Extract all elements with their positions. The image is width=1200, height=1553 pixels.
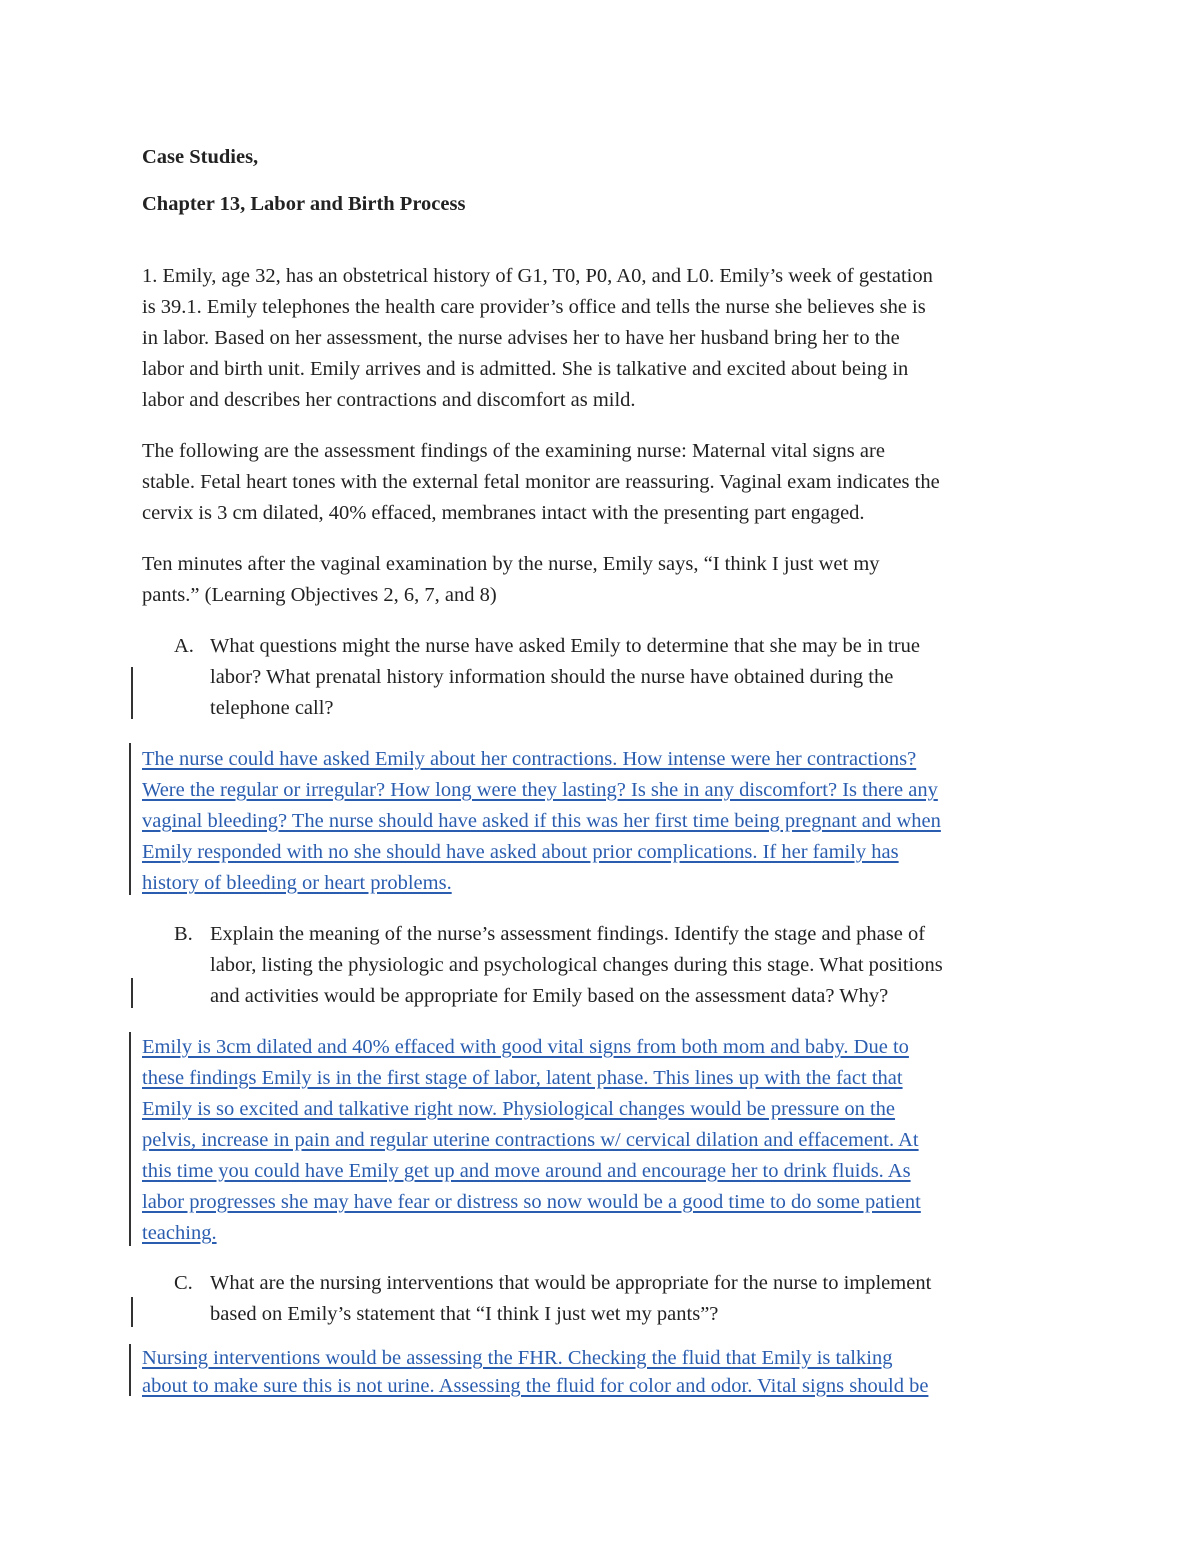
answer-line: history of bleeding or heart problems.	[142, 872, 452, 894]
chapter-heading: Chapter 13, Labor and Birth Process	[142, 193, 466, 215]
revision-bar	[129, 1344, 131, 1396]
text-line: labor and describes her contractions and discomfort as mild.	[142, 389, 636, 411]
answer-line: teaching.	[142, 1222, 217, 1244]
patient-statement-paragraph	[142, 549, 1072, 611]
answer-line: Emily is so excited and talkative right now. Physiological changes would be pressure on the	[142, 1098, 896, 1120]
case-intro-paragraph	[142, 261, 1072, 416]
revision-bar	[129, 1032, 131, 1246]
text-line: cervix is 3 cm dilated, 40% effaced, membranes intact with the presenting part engaged.	[142, 502, 865, 524]
answer-line: pelvis, increase in pain and regular uterine contractions w/ cervical dilation and effacement. At	[142, 1129, 919, 1151]
text-line: is 39.1. Emily telephones the health care provider’s office and tells the nurse she believes she is	[142, 296, 926, 318]
revision-bar	[129, 743, 131, 895]
answer-a	[142, 744, 1072, 899]
question-c-letter: C.	[174, 1272, 193, 1294]
text-line: in labor. Based on her assessment, the nurse advises her to have her husband bring her to the	[142, 327, 900, 349]
text-line: The following are the assessment findings of the examining nurse: Maternal vital signs are	[142, 440, 885, 462]
question-b-text	[210, 919, 1070, 1012]
answer-line: about to make sure this is not urine. Assessing the fluid for color and odor. Vital signs should be	[142, 1375, 929, 1397]
text-line: stable. Fetal heart tones with the external fetal monitor are reassuring. Vaginal exam indicates the	[142, 471, 940, 493]
text-line: What questions might the nurse have asked Emily to determine that she may be in true	[210, 635, 920, 657]
text-line: telephone call?	[210, 697, 334, 719]
text-line: based on Emily’s statement that “I think I just wet my pants”?	[210, 1303, 719, 1325]
answer-line: vaginal bleeding? The nurse should have asked if this was her first time being pregnant and when	[142, 810, 941, 832]
text-line: Explain the meaning of the nurse’s assessment findings. Identify the stage and phase of	[210, 923, 926, 945]
question-a-text	[210, 631, 1070, 724]
revision-bar	[131, 978, 133, 1008]
answer-line: these findings Emily is in the first stage of labor, latent phase. This lines up with the fact that	[142, 1067, 903, 1089]
answer-line: Nursing interventions would be assessing the FHR. Checking the fluid that Emily is talking	[142, 1347, 893, 1369]
document-title: Case Studies,	[142, 146, 259, 168]
text-line: Ten minutes after the vaginal examination by the nurse, Emily says, “I think I just wet my	[142, 553, 880, 575]
text-line: labor and birth unit. Emily arrives and is admitted. She is talkative and excited about being in	[142, 358, 909, 380]
answer-line: labor progresses she may have fear or distress so now would be a good time to do some patient	[142, 1191, 921, 1213]
answer-line: this time you could have Emily get up and move around and encourage her to drink fluids. As	[142, 1160, 911, 1182]
answer-b	[142, 1032, 1072, 1249]
text-line: labor, listing the physiologic and psychological changes during this stage. What positions	[210, 954, 943, 976]
answer-line: Emily responded with no she should have asked about prior complications. If her family has	[142, 841, 899, 863]
text-line: pants.” (Learning Objectives 2, 6, 7, and 8)	[142, 584, 497, 606]
question-b-letter: B.	[174, 923, 193, 945]
text-line: 1. Emily, age 32, has an obstetrical history of G1, T0, P0, A0, and L0. Emily’s week of gestation	[142, 265, 933, 287]
answer-line: Were the regular or irregular? How long were they lasting? Is she in any discomfort? Is there any	[142, 779, 938, 801]
revision-bar	[131, 667, 133, 719]
question-a-letter: A.	[174, 635, 194, 657]
answer-line: The nurse could have asked Emily about her contractions. How intense were her contractions?	[142, 748, 917, 770]
answer-c	[142, 1344, 1072, 1400]
revision-bar	[131, 1297, 133, 1327]
assessment-findings-paragraph	[142, 436, 1072, 529]
answer-line: Emily is 3cm dilated and 40% effaced with good vital signs from both mom and baby. Due to	[142, 1036, 909, 1058]
text-line: labor? What prenatal history information should the nurse have obtained during the	[210, 666, 894, 688]
text-line: and activities would be appropriate for Emily based on the assessment data? Why?	[210, 985, 889, 1007]
question-c-text	[210, 1268, 1070, 1330]
text-line: What are the nursing interventions that would be appropriate for the nurse to implement	[210, 1272, 932, 1294]
